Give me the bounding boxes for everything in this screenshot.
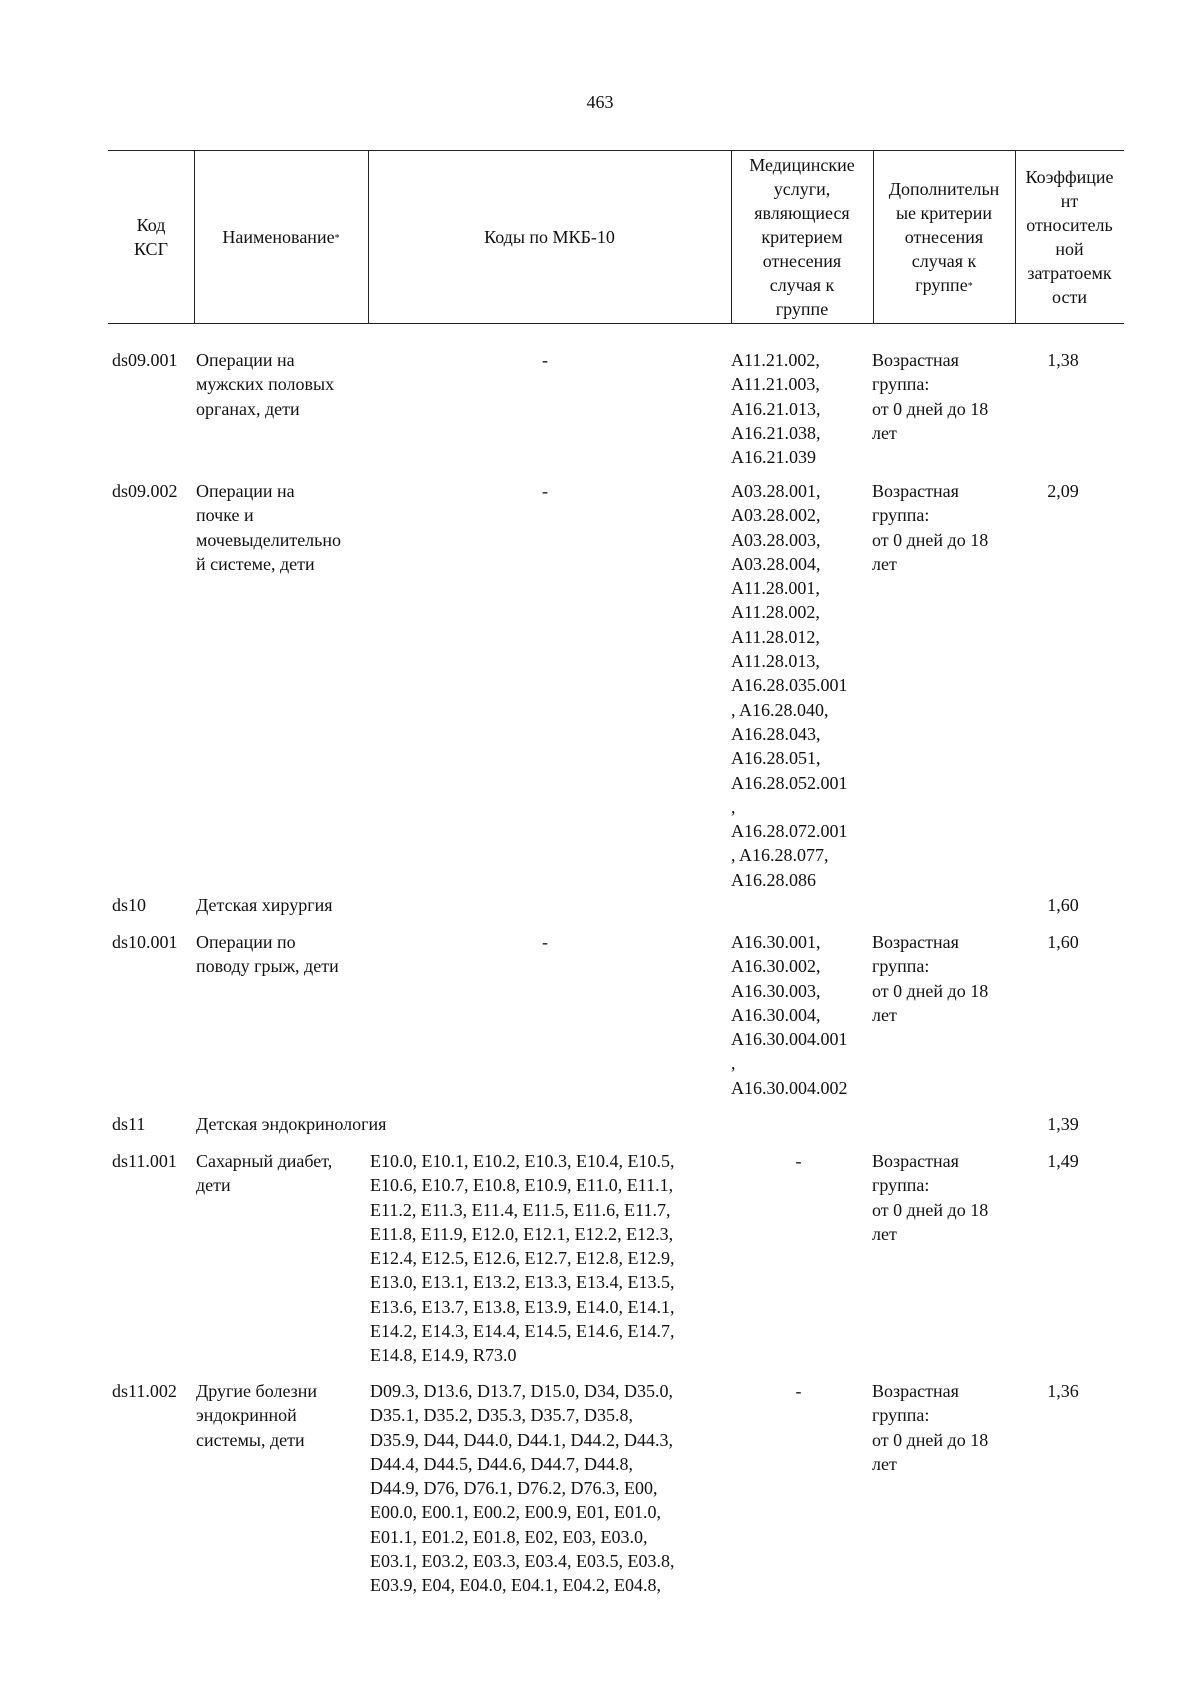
mkb-line: E03.1, E03.2, E03.3, E03.4, E03.5, E03.8, [370, 1551, 675, 1572]
header-med-uslugi [731, 151, 873, 323]
criteria-line: группа: [872, 1175, 930, 1196]
service-code: A16.28.035.001 [731, 675, 848, 696]
row-services: - [795, 1381, 802, 1401]
header-dop-kriterii [873, 151, 1015, 323]
row-services [731, 930, 866, 1100]
row-coef: 1,39 [1047, 1114, 1079, 1134]
mkb-line: E01.1, E01.2, E01.8, E02, E03, E03.0, [370, 1526, 648, 1547]
criteria-line: от 0 дней до 18 [872, 398, 989, 419]
criteria-line: от 0 дней до 18 [872, 1199, 989, 1220]
mkb-line: E13.6, E13.7, E13.8, E13.9, E14.0, E14.1, [370, 1296, 675, 1317]
service-code: A16.21.038, [731, 422, 821, 443]
mkb-line: E03.9, E04, E04.0, E04.1, E04.2, E04.8, [370, 1575, 661, 1596]
service-code: A16.21.039 [731, 447, 816, 468]
header-text: случая к [769, 275, 835, 295]
row-name: Детская эндокринология [196, 1114, 387, 1134]
service-code: A03.28.001, [731, 481, 821, 501]
footnote-mark: * [967, 281, 973, 292]
service-code: A11.21.002, [731, 350, 820, 370]
row-coef: 2,09 [1047, 481, 1079, 501]
service-code: A03.28.002, [731, 505, 821, 526]
header-kod-ksg [108, 151, 194, 323]
header-text: Дополнительн [888, 179, 1000, 199]
row-criteria [872, 1149, 1012, 1246]
criteria-line: лет [872, 1004, 897, 1025]
row-name [196, 348, 356, 421]
header-text: группе [775, 299, 829, 319]
row-criteria [872, 930, 1012, 1027]
row-name-line: дети [196, 1175, 231, 1196]
row-code: ds09.002 [112, 481, 178, 501]
row-name [196, 930, 356, 979]
service-code: A16.28.086 [731, 869, 816, 890]
mkb-line: E14.8, E14.9, R73.0 [370, 1345, 517, 1366]
service-code: A11.28.002, [731, 602, 820, 623]
service-code: A16.28.051, [731, 748, 821, 769]
header-kody-mkb [368, 151, 731, 323]
service-code: , A16.28.077, [731, 845, 829, 866]
row-name-line: Операции по [196, 932, 296, 952]
service-code: A16.28.043, [731, 723, 821, 744]
criteria-line: группа: [872, 374, 930, 395]
criteria-line: Возрастная [872, 481, 959, 501]
mkb-line: E10.6, E10.7, E10.8, E10.9, E11.0, E11.1, [370, 1175, 674, 1196]
service-code: A16.28.072.001 [731, 821, 848, 842]
header-naimenovanie [194, 151, 368, 323]
header-text: отнесения [904, 227, 984, 247]
row-code: ds11.002 [112, 1381, 177, 1401]
row-code: ds11.001 [112, 1151, 177, 1171]
row-criteria [872, 479, 1012, 576]
service-code: A16.30.002, [731, 956, 821, 977]
header-text: затратоемк [1027, 263, 1112, 283]
footnote-mark: * [334, 233, 340, 244]
row-criteria [872, 348, 1012, 445]
mkb-line: E11.8, E11.9, E12.0, E12.1, E12.2, E12.3, [370, 1223, 674, 1244]
row-name-line: системы, дети [196, 1429, 305, 1450]
service-code: A03.28.004, [731, 553, 821, 574]
row-mkb: - [542, 932, 548, 952]
criteria-line: лет [872, 1453, 897, 1474]
row-name [196, 479, 356, 576]
service-code: , [731, 796, 736, 817]
mkb-line: E13.0, E13.1, E13.2, E13.3, E13.4, E13.5, [370, 1272, 675, 1293]
row-name: Детская хирургия [196, 895, 333, 915]
row-coef: 1,38 [1047, 350, 1079, 370]
row-name-line: органах, дети [196, 398, 300, 419]
criteria-line: лет [872, 422, 897, 443]
row-mkb: - [542, 350, 548, 370]
service-code: A11.28.001, [731, 578, 820, 599]
row-name-line: Сахарный диабет, [196, 1151, 333, 1171]
criteria-line: группа: [872, 1405, 930, 1426]
row-services [731, 479, 866, 892]
header-text: Наименование [222, 227, 335, 247]
mkb-line: E11.2, E11.3, E11.4, E11.5, E11.6, E11.7, [370, 1199, 671, 1220]
criteria-line: группа: [872, 956, 930, 977]
service-code: , [731, 1053, 736, 1074]
header-text: ости [1052, 287, 1087, 307]
mkb-line: E10.0, E10.1, E10.2, E10.3, E10.4, E10.5, [370, 1151, 675, 1171]
service-code: A16.30.003, [731, 980, 821, 1001]
row-code: ds09.001 [112, 350, 178, 370]
service-code: A16.21.013, [731, 398, 821, 419]
criteria-line: Возрастная [872, 350, 959, 370]
header-text: относитель [1026, 215, 1113, 235]
service-code: A11.28.013, [731, 651, 820, 672]
mkb-line: D35.1, D35.2, D35.3, D35.7, D35.8, [370, 1405, 633, 1426]
service-code: A16.28.052.001 [731, 772, 848, 793]
criteria-line: лет [872, 1223, 897, 1244]
criteria-line: Возрастная [872, 1381, 959, 1401]
page-number: 463 [586, 92, 614, 112]
header-text: КСГ [134, 239, 168, 259]
header-text: Медицинские [749, 155, 855, 175]
row-code: ds11 [112, 1114, 146, 1134]
row-name-line: Операции на [196, 350, 295, 370]
row-name-line: Операции на [196, 481, 295, 501]
row-services: - [795, 1151, 802, 1171]
criteria-line: Возрастная [872, 1151, 959, 1171]
mkb-line: E14.2, E14.3, E14.4, E14.5, E14.6, E14.7, [370, 1321, 675, 1342]
criteria-line: от 0 дней до 18 [872, 980, 989, 1001]
row-mkb [370, 1149, 730, 1368]
service-code: A03.28.003, [731, 529, 821, 550]
header-text: Коды по МКБ-10 [484, 227, 615, 247]
mkb-line: D44.4, D44.5, D44.6, D44.7, D44.8, [370, 1453, 633, 1474]
row-name-line: й системе, дети [196, 553, 315, 574]
service-code: A16.30.004.001 [731, 1029, 848, 1050]
row-coef: 1,36 [1047, 1381, 1079, 1401]
row-mkb [370, 1379, 730, 1598]
header-text: случая к [911, 251, 977, 271]
header-text: критерием [761, 227, 843, 247]
service-code: A16.30.004.002 [731, 1077, 848, 1098]
header-text: ной [1055, 239, 1084, 259]
criteria-line: Возрастная [872, 932, 959, 952]
service-code: A16.30.004, [731, 1004, 821, 1025]
row-criteria [872, 1379, 1012, 1476]
header-text: группе [915, 275, 968, 295]
row-mkb: - [542, 481, 548, 501]
header-text: нт [1060, 191, 1079, 211]
mkb-line: D35.9, D44, D44.0, D44.1, D44.2, D44.3, [370, 1429, 673, 1450]
row-name-line: мочевыделительно [196, 529, 342, 550]
row-services [731, 348, 866, 469]
row-name [196, 1149, 356, 1198]
service-code: , A16.28.040, [731, 699, 829, 720]
header-text: Код [136, 215, 166, 235]
header-text: Коэффицие [1025, 167, 1114, 187]
mkb-line: E12.4, E12.5, E12.6, E12.7, E12.8, E12.9, [370, 1248, 675, 1269]
row-name [196, 1379, 356, 1452]
row-name-line: поводу грыж, дети [196, 956, 339, 977]
row-name-line: эндокринной [196, 1405, 297, 1426]
mkb-line: D44.9, D76, D76.1, D76.2, D76.3, E00, [370, 1478, 658, 1499]
service-code: A11.21.003, [731, 374, 820, 395]
header-text: услуги, [773, 179, 831, 199]
service-code: A16.30.001, [731, 932, 821, 952]
service-code: A11.28.012, [731, 626, 820, 647]
header-koeff [1015, 151, 1124, 323]
row-name-line: почке и [196, 505, 254, 526]
criteria-line: от 0 дней до 18 [872, 1429, 989, 1450]
row-coef: 1,60 [1047, 895, 1079, 915]
criteria-line: от 0 дней до 18 [872, 529, 989, 550]
header-text: являющиеся [754, 203, 850, 223]
row-code: ds10.001 [112, 932, 178, 952]
row-coef: 1,60 [1047, 932, 1079, 952]
criteria-line: лет [872, 553, 897, 574]
row-code: ds10 [112, 895, 147, 915]
criteria-line: группа: [872, 505, 930, 526]
table-header [108, 150, 1124, 324]
row-name-line: мужских половых [196, 374, 335, 395]
row-name-line: Другие болезни [196, 1381, 318, 1401]
mkb-line: E00.0, E00.1, E00.2, E00.9, E01, E01.0, [370, 1502, 661, 1523]
header-text: ые критерии [895, 203, 993, 223]
row-coef: 1,49 [1047, 1151, 1079, 1171]
mkb-line: D09.3, D13.6, D13.7, D15.0, D34, D35.0, [370, 1381, 673, 1401]
header-text: отнесения [762, 251, 842, 271]
